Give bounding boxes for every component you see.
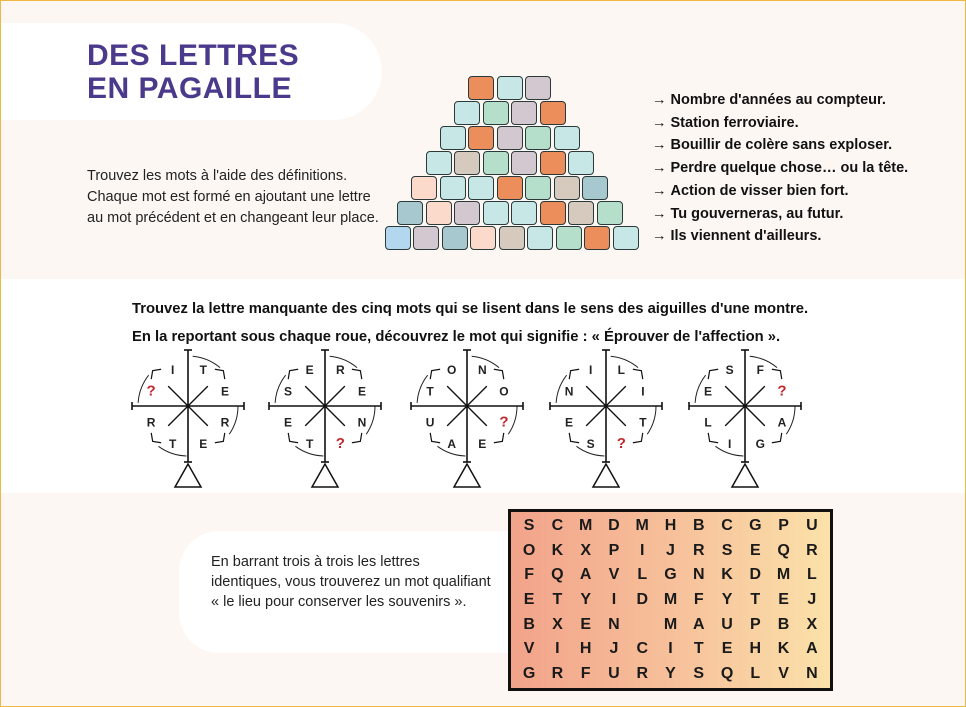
grid-cell: S	[721, 541, 733, 559]
missing-letter-mark: ?	[499, 413, 509, 431]
wheel-letter: S	[725, 363, 734, 378]
grid-cell: A	[692, 615, 705, 633]
pyramid-tile	[511, 101, 537, 125]
pyramid-tile	[454, 101, 480, 125]
grid-cell: M	[663, 590, 678, 608]
grid-cell: J	[807, 590, 817, 608]
clue-item	[652, 157, 908, 180]
pyramid-tile	[568, 201, 594, 225]
grid-cell: F	[524, 566, 535, 584]
grid-cell: E	[778, 590, 789, 608]
grid-cell: M	[776, 566, 791, 584]
wheel-chevron	[151, 369, 161, 379]
wheel-letter: T	[169, 436, 177, 451]
grid-cell: R	[806, 541, 818, 559]
grid-cell: L	[750, 664, 761, 682]
grid-cell: U	[806, 517, 818, 535]
grid-cell: V	[523, 640, 535, 658]
wheel-chevron	[288, 433, 298, 443]
grid-cell: D	[636, 590, 648, 608]
letter-grid	[508, 509, 833, 691]
grid-cell: O	[522, 541, 536, 559]
pyramid-tile	[385, 226, 411, 250]
grid-cell: R	[692, 541, 705, 559]
wheel-chevron	[708, 433, 718, 443]
pyramid-tile	[470, 226, 496, 250]
wheel-letter: T	[306, 436, 314, 451]
wheel-letter: A	[447, 436, 457, 451]
wheel-letter: I	[728, 436, 732, 451]
pyramid-tile	[442, 226, 468, 250]
grid-cell: P	[608, 541, 620, 559]
wheel-chevron	[772, 369, 782, 379]
wheel-letter: N	[564, 384, 574, 399]
clue-text: Perdre quelque chose… ou la tête.	[670, 160, 909, 177]
wheel-letter: E	[284, 415, 293, 430]
wheel-chevron	[215, 369, 225, 379]
grid-cell: L	[806, 566, 817, 584]
answer-triangle	[454, 464, 480, 487]
answer-triangle	[312, 464, 338, 487]
pyramid-tile	[483, 101, 509, 125]
pyramid-tile	[582, 176, 608, 200]
wheel-chevron	[430, 433, 440, 443]
answer-triangle	[732, 464, 758, 487]
pyramid-tile	[497, 176, 523, 200]
wheel-letter: E	[565, 415, 574, 430]
pyramid-tile	[497, 126, 523, 150]
pyramid-tile	[440, 176, 466, 200]
grid-cell: Y	[580, 590, 591, 608]
grid-cell: U	[721, 615, 733, 633]
pyramid-tile	[554, 126, 580, 150]
grid-cell: N	[806, 664, 818, 682]
pyramid-tile	[454, 201, 480, 225]
grid-cell: P	[778, 517, 789, 535]
wheel-chevron	[569, 369, 579, 379]
grid-cell: N	[608, 615, 620, 633]
missing-letter-mark: ?	[146, 382, 156, 400]
arrow-icon: →	[652, 137, 667, 154]
pyramid-tile	[511, 201, 537, 225]
pyramid-tile	[468, 176, 494, 200]
grid-cell: C	[721, 517, 733, 535]
arrow-icon: →	[652, 114, 667, 131]
grid-cell	[628, 612, 656, 637]
grid-cell: H	[664, 517, 677, 535]
wheel-chevron	[569, 433, 579, 443]
clue-text: Bouillir de colère sans exploser.	[670, 137, 893, 154]
letter-wheel	[550, 350, 662, 487]
pyramid-tile	[525, 126, 551, 150]
wheel-letter: O	[447, 363, 457, 378]
grid-cell: I	[668, 640, 673, 658]
wheel-letter: S	[586, 436, 595, 451]
wheel-chevron	[430, 369, 440, 379]
pyramid-tile	[540, 101, 566, 125]
wheel-letter: I	[171, 363, 175, 378]
grid-cell: U	[608, 664, 620, 682]
grid-cell: J	[666, 541, 675, 559]
grid-cell: V	[778, 664, 789, 682]
grid-cell: G	[664, 566, 677, 584]
wheel-letter: T	[426, 384, 434, 399]
wheels-instruction-line-1: Trouvez la lettre manquante des cinq mots qui se lisent dans le sens des aiguilles d'une montre.	[132, 301, 809, 317]
pyramid-tile	[556, 226, 582, 250]
grid-cell: X	[580, 541, 591, 559]
wheel-hub	[604, 404, 608, 408]
clue-text: Station ferroviaire.	[670, 114, 799, 131]
grid-cell: T	[750, 590, 761, 608]
grid-cell: M	[635, 517, 649, 535]
grid-cell: E	[580, 615, 591, 633]
pyramid-tile	[511, 151, 537, 175]
wheel-letter: G	[755, 436, 765, 451]
grid-cell: N	[692, 566, 705, 584]
wheel-letter: T	[199, 363, 207, 378]
grid-cell: R	[636, 664, 648, 682]
pyramid-tile	[426, 151, 452, 175]
grid-instructions: En barrant trois à trois les lettres identiques, vous trouverez un mot qualifiant « le lieu pour conserver les souvenirs ».	[211, 554, 491, 610]
wheel-letter: S	[284, 384, 293, 399]
wheels-instruction-line-2: En la reportant sous chaque roue, découvrez le mot qui signifie : « Éprouver de l'affection ».	[132, 329, 781, 345]
grid-cell: I	[639, 541, 645, 559]
clue-text: Nombre d'années au compteur.	[670, 92, 886, 108]
pyramid-tile	[397, 201, 423, 225]
arrow-icon: →	[652, 92, 667, 108]
grid-cell: H	[579, 640, 592, 658]
clue-item	[652, 203, 908, 226]
letter-wheels	[1, 341, 966, 491]
clue-item	[652, 112, 908, 135]
grid-cell: Y	[665, 664, 676, 682]
grid-cell: X	[806, 615, 818, 633]
clue-text: Action de visser bien fort.	[670, 182, 849, 199]
grid-cell: I	[611, 590, 617, 608]
wheel-letter: I	[589, 363, 593, 378]
wheel-letter: I	[641, 384, 645, 399]
pyramid-tile	[525, 176, 551, 200]
pyramid-tile	[499, 226, 525, 250]
wheel-letter: R	[335, 363, 345, 378]
pyramid-tile	[454, 151, 480, 175]
page-title	[87, 39, 299, 105]
grid-cell: F	[693, 590, 704, 608]
grid-cell: S	[693, 664, 705, 682]
wheel-hub	[186, 404, 190, 408]
wheel-letter: E	[305, 363, 314, 378]
letter-wheel	[269, 350, 381, 487]
grid-cell: J	[609, 640, 619, 658]
letter-pyramid	[384, 76, 644, 256]
grid-cell: D	[749, 566, 762, 584]
arrow-icon: →	[652, 182, 667, 199]
wheel-letter: L	[617, 363, 625, 378]
wheel-letter: E	[357, 384, 366, 399]
pyramid-tile	[468, 76, 494, 100]
grid-cell: A	[579, 566, 592, 584]
pyramid-tile	[483, 201, 509, 225]
wheel-letter: E	[220, 384, 229, 399]
letter-wheel	[132, 350, 244, 487]
pyramid-tile	[527, 226, 553, 250]
pyramid-instructions: Trouvez les mots à l'aide des définitions. Chaque mot est formé en ajoutant une lettre au mot précédent et en changeant leur place.	[87, 168, 379, 226]
wheel-letter: T	[639, 415, 647, 430]
wheel-letter: E	[704, 384, 713, 399]
pyramid-tile	[413, 226, 439, 250]
wheel-chevron	[288, 369, 298, 379]
wheel-letter: L	[704, 415, 712, 430]
pyramid-tile	[525, 76, 551, 100]
grid-cell: Y	[721, 590, 733, 608]
grid-cell: H	[749, 640, 762, 658]
grid-cell: K	[551, 541, 564, 559]
letter-wheel	[411, 350, 523, 487]
wheel-chevron	[633, 369, 643, 379]
wheel-letter: E	[478, 436, 487, 451]
missing-letter-mark: ?	[616, 434, 626, 452]
grid-cell: E	[749, 541, 761, 559]
grid-cell: D	[608, 517, 620, 535]
grid-cell: I	[555, 640, 560, 658]
wheel-letter: U	[425, 415, 435, 430]
grid-cell: Q	[720, 664, 734, 682]
grid-cell: Q	[777, 541, 790, 559]
grid-cell: L	[637, 566, 648, 584]
title-line-1: DES LETTRES	[87, 39, 300, 72]
wheel-letter: N	[477, 363, 487, 378]
letter-wheel	[689, 350, 801, 487]
arrow-icon: →	[652, 228, 667, 245]
grid-cell: M	[663, 615, 678, 633]
wheel-chevron	[352, 433, 362, 443]
pyramid-tile	[440, 126, 466, 150]
pyramid-tile	[554, 176, 580, 200]
pyramid-tile	[426, 201, 452, 225]
wheel-hub	[743, 404, 747, 408]
wheel-letter: N	[357, 415, 367, 430]
wheel-chevron	[494, 369, 504, 379]
wheel-letter: F	[756, 363, 764, 378]
wheel-chevron	[151, 433, 161, 443]
grid-cell: Q	[551, 566, 564, 584]
missing-letter-mark: ?	[335, 434, 345, 452]
grid-cell: C	[551, 517, 564, 535]
clue-item	[652, 180, 908, 203]
grid-cell: G	[749, 517, 762, 535]
pyramid-tile	[483, 151, 509, 175]
grid-cell: X	[552, 615, 563, 633]
arrow-icon: →	[652, 160, 667, 177]
pyramid-tile	[540, 201, 566, 225]
grid-cell: F	[580, 664, 591, 682]
pyramid-tile	[613, 226, 639, 250]
answer-triangle	[175, 464, 201, 487]
wheel-letter: E	[199, 436, 208, 451]
pyramid-tile	[540, 151, 566, 175]
grid-cell: B	[523, 615, 535, 633]
grid-cell: E	[721, 640, 733, 658]
pyramid-tile	[497, 76, 523, 100]
arrow-icon: →	[652, 205, 667, 222]
pyramid-tile	[597, 201, 623, 225]
grid-cell: K	[777, 640, 790, 658]
wheel-hub	[465, 404, 469, 408]
wheel-chevron	[352, 369, 362, 379]
grid-cell: E	[523, 590, 535, 608]
grid-cell: C	[636, 640, 648, 658]
grid-cell: P	[749, 615, 761, 633]
wheel-chevron	[633, 433, 643, 443]
grid-cell: G	[522, 664, 536, 682]
grid-cell: K	[721, 566, 733, 584]
wheel-chevron	[215, 433, 225, 443]
pyramid-tile	[468, 126, 494, 150]
clue-item	[652, 225, 908, 248]
grid-cell: B	[692, 517, 705, 535]
wheel-letter: O	[499, 384, 509, 399]
pyramid-tile	[584, 226, 610, 250]
grid-cell: M	[579, 517, 593, 535]
missing-letter-mark: ?	[777, 382, 787, 400]
clue-text: Ils viennent d'ailleurs.	[670, 228, 822, 245]
pyramid-tile	[411, 176, 437, 200]
wheel-letter: R	[146, 415, 156, 430]
grid-cell: R	[551, 664, 564, 682]
grid-cell: S	[523, 517, 535, 535]
wheel-letter: A	[777, 415, 787, 430]
clue-text: Tu gouverneras, au futur.	[670, 205, 844, 222]
wheel-hub	[323, 404, 327, 408]
wheel-letter: R	[220, 415, 230, 430]
wheel-chevron	[494, 433, 504, 443]
clue-item	[652, 134, 908, 157]
wheel-chevron	[772, 433, 782, 443]
clue-item	[652, 89, 908, 112]
clue-list	[652, 89, 908, 248]
answer-triangle	[593, 464, 619, 487]
grid-cell: V	[608, 566, 620, 584]
wheel-chevron	[708, 369, 718, 379]
grid-cell: B	[777, 615, 790, 633]
pyramid-tile	[568, 151, 594, 175]
grid-cell: T	[552, 590, 563, 608]
title-line-2: EN PAGAILLE	[87, 72, 292, 105]
grid-cell: A	[806, 640, 818, 658]
grid-cell: T	[693, 640, 704, 658]
